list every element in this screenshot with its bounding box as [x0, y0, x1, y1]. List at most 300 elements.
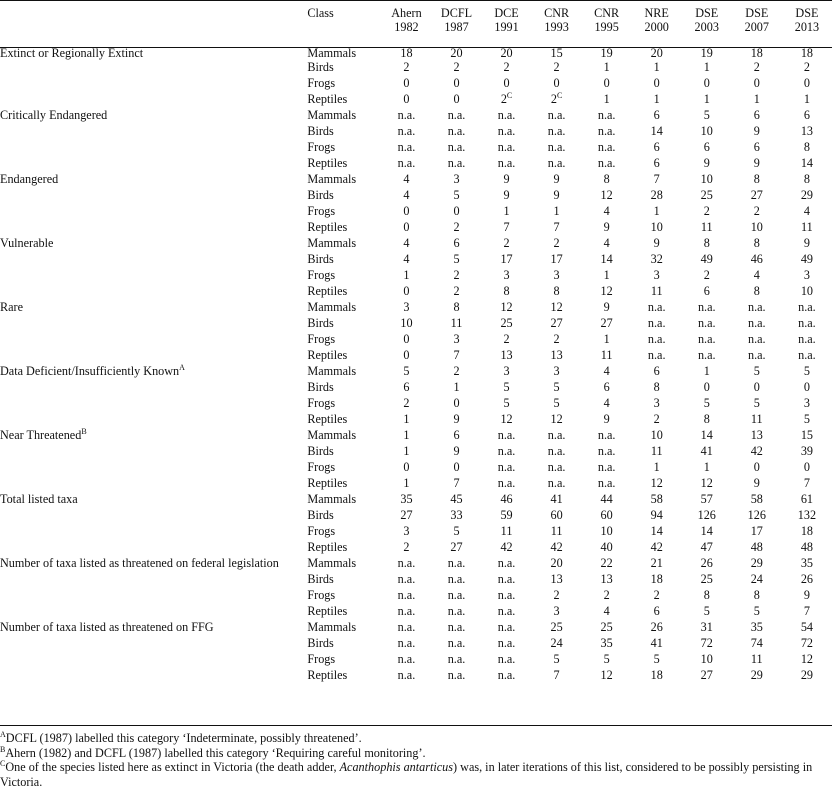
footnote-mark: A — [0, 729, 6, 739]
value-cell: 40 — [600, 540, 613, 555]
value-cell: n.a. — [597, 476, 616, 491]
value-cell: n.a. — [547, 444, 566, 459]
footnote-ref: B — [81, 427, 87, 437]
source-year: 1991 — [494, 20, 519, 34]
value-cell: n.a. — [397, 140, 416, 155]
value-cell: 0 — [453, 92, 460, 107]
value-cell: n.a. — [497, 428, 516, 443]
value-cell: 0 — [403, 460, 410, 475]
value-cell: n.a. — [447, 140, 466, 155]
source-name: DSE — [695, 6, 719, 20]
value-cell: n.a. — [597, 156, 616, 171]
value-cell: 0 — [453, 460, 460, 475]
value-cell: 46 — [500, 492, 513, 507]
category-header — [0, 0, 307, 42]
value-cell: n.a. — [798, 316, 816, 331]
source-header — [381, 0, 431, 42]
value-cell: 2 — [403, 540, 410, 555]
value-cell: 9 — [453, 412, 460, 427]
value-cell: n.a. — [497, 604, 516, 619]
value-cell: 14 — [650, 524, 663, 539]
value-cell: 3 — [403, 524, 410, 539]
value-cell: n.a. — [397, 588, 416, 603]
value-cell: 18 — [800, 524, 813, 539]
category-label — [0, 364, 307, 428]
class-cell: Reptiles — [307, 476, 348, 491]
class-cell: Reptiles — [307, 220, 348, 235]
source-name: DCE — [494, 6, 519, 20]
value-cell: n.a. — [697, 300, 716, 315]
value-cell: 2 — [703, 268, 710, 283]
value-cell: 6 — [453, 428, 460, 443]
value-cell: 5 — [803, 412, 810, 427]
value-cell: 1 — [703, 460, 710, 475]
class-cell: Reptiles — [307, 604, 348, 619]
value-cell: 8 — [703, 588, 710, 603]
value-cell: 18 — [400, 46, 413, 60]
value-cell: 47 — [700, 540, 713, 555]
category-text: Extinct or Regionally Extinct — [0, 46, 144, 60]
species-name: Acanthophis antarticus — [339, 760, 454, 775]
value-cell: n.a. — [547, 476, 566, 491]
value-cell: 9 — [503, 188, 510, 203]
class-cell: Birds — [307, 316, 334, 331]
source-year: 1993 — [544, 20, 569, 34]
class-cell: Birds — [307, 444, 334, 459]
category-text: Near Threatened — [0, 428, 82, 443]
value-cell: 2 — [553, 60, 560, 75]
value-cell: 1 — [403, 476, 410, 491]
class-cell: Frogs — [307, 268, 336, 283]
value-cell: n.a. — [697, 316, 716, 331]
source-header — [582, 0, 632, 42]
value-cell: 0 — [453, 204, 460, 219]
class-cell: Mammals — [307, 172, 357, 187]
value-cell: 25 — [600, 620, 613, 635]
table-row — [0, 300, 832, 316]
value-cell: 42 — [550, 540, 563, 555]
value-cell: 4 — [803, 204, 810, 219]
value-cell: n.a. — [647, 332, 666, 347]
footnote-mark: C — [0, 759, 6, 769]
value-cell: 12 — [550, 300, 563, 315]
value-cell: 9 — [753, 156, 760, 171]
value-cell: 2 — [453, 284, 460, 299]
value-cell: 4 — [603, 396, 610, 411]
category-label — [0, 620, 307, 684]
value-cell: 7 — [803, 476, 810, 491]
value-cell: 0 — [453, 396, 460, 411]
value-cell: 5 — [753, 604, 760, 619]
value-cell: 2 — [753, 204, 760, 219]
value-cell: n.a. — [447, 108, 466, 123]
value-cell: 0 — [653, 76, 660, 91]
value-cell: 12 — [600, 668, 613, 683]
value-cell: 5 — [403, 364, 410, 379]
value-cell: n.a. — [497, 460, 516, 475]
class-cell: Frogs — [307, 140, 336, 155]
value-cell: 12 — [700, 476, 713, 491]
value-cell: 2 — [553, 332, 560, 347]
footnote-text: Ahern (1982) and DCFL (1987) labelled this category ‘Requiring careful monitoring’. — [5, 745, 426, 760]
class-cell: Mammals — [307, 364, 357, 379]
class-cell: Reptiles — [307, 284, 348, 299]
value-cell: 54 — [800, 620, 813, 635]
source-header — [431, 0, 481, 42]
value-cell: 3 — [803, 396, 810, 411]
source-year: 2007 — [744, 20, 769, 34]
value-cell: 1 — [603, 60, 610, 75]
value-cell: 11 — [750, 652, 763, 667]
footnote-mark: B — [0, 744, 6, 754]
category-text: Data Deficient/Insufficiently Known — [0, 364, 180, 379]
value-cell: 5 — [653, 652, 660, 667]
value-cell: 3 — [553, 364, 560, 379]
value-cell: 3 — [403, 300, 410, 315]
value-cell: 4 — [603, 364, 610, 379]
table-row — [0, 364, 832, 380]
value-cell: 58 — [750, 492, 763, 507]
value-cell: 9 — [803, 236, 810, 251]
value-cell: 1 — [603, 92, 610, 107]
value-cell: 7 — [553, 220, 560, 235]
value-cell: 12 — [600, 284, 613, 299]
value-cell: 21 — [650, 556, 663, 571]
category-text: Number of taxa listed as threatened on federal legislation — [0, 556, 279, 571]
value-cell: n.a. — [497, 140, 516, 155]
value-cell: 57 — [700, 492, 713, 507]
value-cell: 3 — [553, 604, 560, 619]
value-cell: n.a. — [397, 620, 416, 635]
value-cell: 1 — [453, 380, 460, 395]
class-cell: Mammals — [307, 556, 357, 571]
value-cell: $2^C$ — [550, 91, 563, 107]
class-cell: Frogs — [307, 204, 336, 219]
value-cell: 1 — [403, 268, 410, 283]
value-cell: n.a. — [497, 652, 516, 667]
value-cell: 2 — [453, 220, 460, 235]
value-cell: 7 — [553, 668, 560, 683]
footnote-ref: C — [556, 91, 563, 101]
value-cell: 20 — [550, 556, 563, 571]
value-cell: 7 — [803, 604, 810, 619]
value-cell: 26 — [700, 556, 713, 571]
value-cell: n.a. — [547, 460, 566, 475]
source-year: 1995 — [594, 20, 619, 34]
value-cell: n.a. — [497, 156, 516, 171]
value-cell: 48 — [800, 540, 813, 555]
value-cell: 48 — [750, 540, 763, 555]
class-cell: Reptiles — [307, 668, 348, 683]
value-cell: n.a. — [447, 652, 466, 667]
class-cell: Frogs — [307, 588, 336, 603]
value-cell: 4 — [603, 236, 610, 251]
value-cell: 5 — [503, 396, 510, 411]
value-cell: 1 — [603, 332, 610, 347]
value-cell: n.a. — [397, 156, 416, 171]
value-cell: 6 — [753, 140, 760, 155]
value-cell: 6 — [703, 284, 710, 299]
value-cell: 49 — [800, 252, 813, 267]
value-cell: 3 — [653, 396, 660, 411]
value-cell: 46 — [750, 252, 763, 267]
value-cell: 9 — [703, 156, 710, 171]
value-cell: 8 — [753, 284, 760, 299]
value-cell: 11 — [700, 220, 713, 235]
value-cell: 31 — [700, 620, 713, 635]
value-cell: 6 — [653, 364, 660, 379]
value-cell: 0 — [803, 76, 810, 91]
value-cell: 0 — [803, 460, 810, 475]
class-cell: Birds — [307, 252, 334, 267]
value-cell: 1 — [403, 412, 410, 427]
value-cell: 7 — [503, 220, 510, 235]
source-header — [782, 0, 832, 42]
value-cell: n.a. — [447, 620, 466, 635]
value-cell: n.a. — [497, 572, 516, 587]
value-cell: 7 — [453, 348, 460, 363]
source-name: NRE — [644, 6, 669, 20]
table-row — [0, 428, 832, 444]
value-cell: 5 — [453, 524, 460, 539]
value-cell: 0 — [403, 332, 410, 347]
category-text: Vulnerable — [0, 236, 54, 251]
value-cell: 5 — [603, 652, 610, 667]
value-cell: 8 — [653, 380, 660, 395]
source-header — [532, 0, 582, 42]
value-cell: 3 — [503, 268, 510, 283]
footnote-c — [0, 760, 832, 789]
value-cell: n.a. — [747, 316, 766, 331]
value-cell: 14 — [600, 252, 613, 267]
value-cell: n.a. — [447, 668, 466, 683]
source-header — [732, 0, 782, 42]
value-cell: 17 — [550, 252, 563, 267]
value-cell: n.a. — [747, 300, 766, 315]
source-year: 2013 — [794, 20, 820, 34]
value-cell: 41 — [700, 444, 713, 459]
value-cell: n.a. — [497, 444, 516, 459]
value-cell: 49 — [700, 252, 713, 267]
value-cell: 1 — [653, 60, 660, 75]
value-cell: 2 — [453, 60, 460, 75]
class-cell: Mammals — [307, 236, 357, 251]
value-cell: 0 — [403, 76, 410, 91]
value-cell: 25 — [500, 316, 513, 331]
value-cell: 9 — [453, 444, 460, 459]
value-cell: 42 — [750, 444, 763, 459]
value-cell: 72 — [800, 636, 813, 651]
value-cell: 6 — [653, 604, 660, 619]
value-cell: 18 — [650, 572, 663, 587]
value-cell: 20 — [650, 46, 663, 60]
value-cell: 29 — [800, 668, 813, 683]
value-cell: 8 — [603, 172, 610, 187]
value-cell: n.a. — [697, 348, 716, 363]
value-cell: 13 — [800, 124, 813, 139]
value-cell: 26 — [800, 572, 813, 587]
value-cell: 35 — [800, 556, 813, 571]
class-cell: Birds — [307, 188, 334, 203]
value-cell: n.a. — [597, 460, 616, 475]
value-cell: n.a. — [447, 636, 466, 651]
category-label — [0, 236, 307, 300]
value-cell: 3 — [503, 364, 510, 379]
value-cell: 8 — [803, 140, 810, 155]
value-cell: 94 — [650, 508, 663, 523]
value-cell: 132 — [797, 508, 817, 523]
value-cell: 4 — [753, 268, 760, 283]
value-cell: 0 — [503, 76, 510, 91]
value-cell: 1 — [653, 92, 660, 107]
value-cell: 1 — [503, 204, 510, 219]
value-cell: n.a. — [647, 348, 666, 363]
value-cell: 12 — [550, 412, 563, 427]
value-cell: 8 — [453, 300, 460, 315]
source-header — [482, 0, 532, 42]
value-cell: $2^C$ — [500, 91, 513, 107]
value-cell: 0 — [703, 380, 710, 395]
value-cell: 2 — [603, 588, 610, 603]
class-cell: Mammals — [307, 300, 357, 315]
value-cell: n.a. — [397, 572, 416, 587]
value-cell: 0 — [553, 76, 560, 91]
category-text: Total listed taxa — [0, 492, 78, 507]
bottom-rule — [0, 725, 832, 726]
value-cell: 44 — [600, 492, 613, 507]
value-cell: 13 — [550, 348, 563, 363]
value-cell: 6 — [403, 380, 410, 395]
value-cell: 58 — [650, 492, 663, 507]
value-cell: n.a. — [798, 300, 816, 315]
category-label — [0, 556, 307, 620]
source-name: CNR — [544, 6, 570, 20]
category-label — [0, 300, 307, 364]
table-row — [0, 42, 832, 60]
value-cell: 6 — [453, 236, 460, 251]
value-cell: n.a. — [547, 428, 566, 443]
value-cell: 18 — [750, 46, 763, 60]
source-name: DCFL — [440, 6, 473, 20]
class-cell: Mammals — [307, 492, 357, 507]
value-cell: 24 — [550, 636, 563, 651]
value-cell: 25 — [550, 620, 563, 635]
value-cell: 8 — [753, 236, 760, 251]
class-header: Class — [307, 6, 334, 20]
value-cell: 7 — [653, 172, 660, 187]
footnote-text: One of the species listed here as extinct in Victoria (the death adder, — [5, 760, 340, 775]
value-cell: n.a. — [497, 124, 516, 139]
value-cell: 9 — [553, 188, 560, 203]
value-cell: 6 — [703, 140, 710, 155]
value-cell: 3 — [803, 268, 810, 283]
value-cell: 1 — [703, 92, 710, 107]
value-cell: 10 — [650, 428, 663, 443]
value-cell: 11 — [650, 284, 663, 299]
value-cell: 1 — [753, 92, 760, 107]
value-cell: 42 — [650, 540, 663, 555]
value-cell: 2 — [453, 364, 460, 379]
value-cell: 32 — [650, 252, 663, 267]
value-cell: 9 — [603, 220, 610, 235]
value-cell: n.a. — [447, 588, 466, 603]
class-cell: Birds — [307, 572, 334, 587]
value-cell: n.a. — [497, 556, 516, 571]
value-cell: 18 — [800, 46, 813, 60]
value-cell: 0 — [403, 284, 410, 299]
table-row — [0, 172, 832, 188]
value-cell: 9 — [503, 172, 510, 187]
value-cell: 8 — [553, 284, 560, 299]
category-text: Critically Endangered — [0, 108, 108, 123]
category-label — [0, 42, 307, 108]
value-cell: n.a. — [597, 108, 616, 123]
value-cell: 6 — [753, 108, 760, 123]
value-cell: 2 — [653, 412, 660, 427]
value-cell: n.a. — [447, 156, 466, 171]
value-cell: 29 — [750, 556, 763, 571]
footnote-b — [0, 746, 832, 761]
value-cell: 4 — [603, 604, 610, 619]
value-cell: 20 — [450, 46, 463, 60]
value-cell: n.a. — [447, 556, 466, 571]
category-text: Rare — [0, 300, 24, 315]
value-cell: 27 — [400, 508, 413, 523]
value-cell: 14 — [650, 124, 663, 139]
value-cell: 28 — [650, 188, 663, 203]
source-year: 2003 — [694, 20, 719, 34]
value-cell: n.a. — [397, 668, 416, 683]
value-cell: n.a. — [647, 300, 666, 315]
category-label — [0, 172, 307, 236]
value-cell: 2 — [503, 236, 510, 251]
footnotes — [0, 731, 832, 789]
value-cell: 35 — [400, 492, 413, 507]
value-cell: 1 — [403, 428, 410, 443]
value-cell: 1 — [703, 364, 710, 379]
value-cell: 12 — [500, 412, 513, 427]
value-cell: 0 — [403, 220, 410, 235]
value-cell: 19 — [600, 46, 613, 60]
value-cell: 3 — [453, 172, 460, 187]
value-cell: 17 — [500, 252, 513, 267]
value-cell: 4 — [403, 188, 410, 203]
value-cell: 35 — [750, 620, 763, 635]
class-cell: Birds — [307, 60, 334, 75]
value-cell: 14 — [700, 524, 713, 539]
value-cell: 126 — [747, 508, 766, 523]
value-cell: 2 — [403, 396, 410, 411]
value-cell: 0 — [803, 380, 810, 395]
value-cell: 27 — [450, 540, 463, 555]
value-cell: 2 — [653, 588, 660, 603]
value-cell: 11 — [500, 524, 513, 539]
value-cell: 14 — [800, 156, 813, 171]
value-cell: 9 — [753, 124, 760, 139]
value-cell: 11 — [450, 316, 463, 331]
value-cell: 4 — [403, 236, 410, 251]
value-cell: 13 — [600, 572, 613, 587]
source-name: DSE — [795, 6, 819, 20]
value-cell: 5 — [553, 380, 560, 395]
value-cell: 0 — [753, 460, 760, 475]
value-cell: 5 — [703, 396, 710, 411]
value-cell: 0 — [703, 76, 710, 91]
value-cell: 27 — [600, 316, 613, 331]
value-cell: 8 — [703, 412, 710, 427]
value-cell: 10 — [650, 220, 663, 235]
class-cell: Birds — [307, 380, 334, 395]
